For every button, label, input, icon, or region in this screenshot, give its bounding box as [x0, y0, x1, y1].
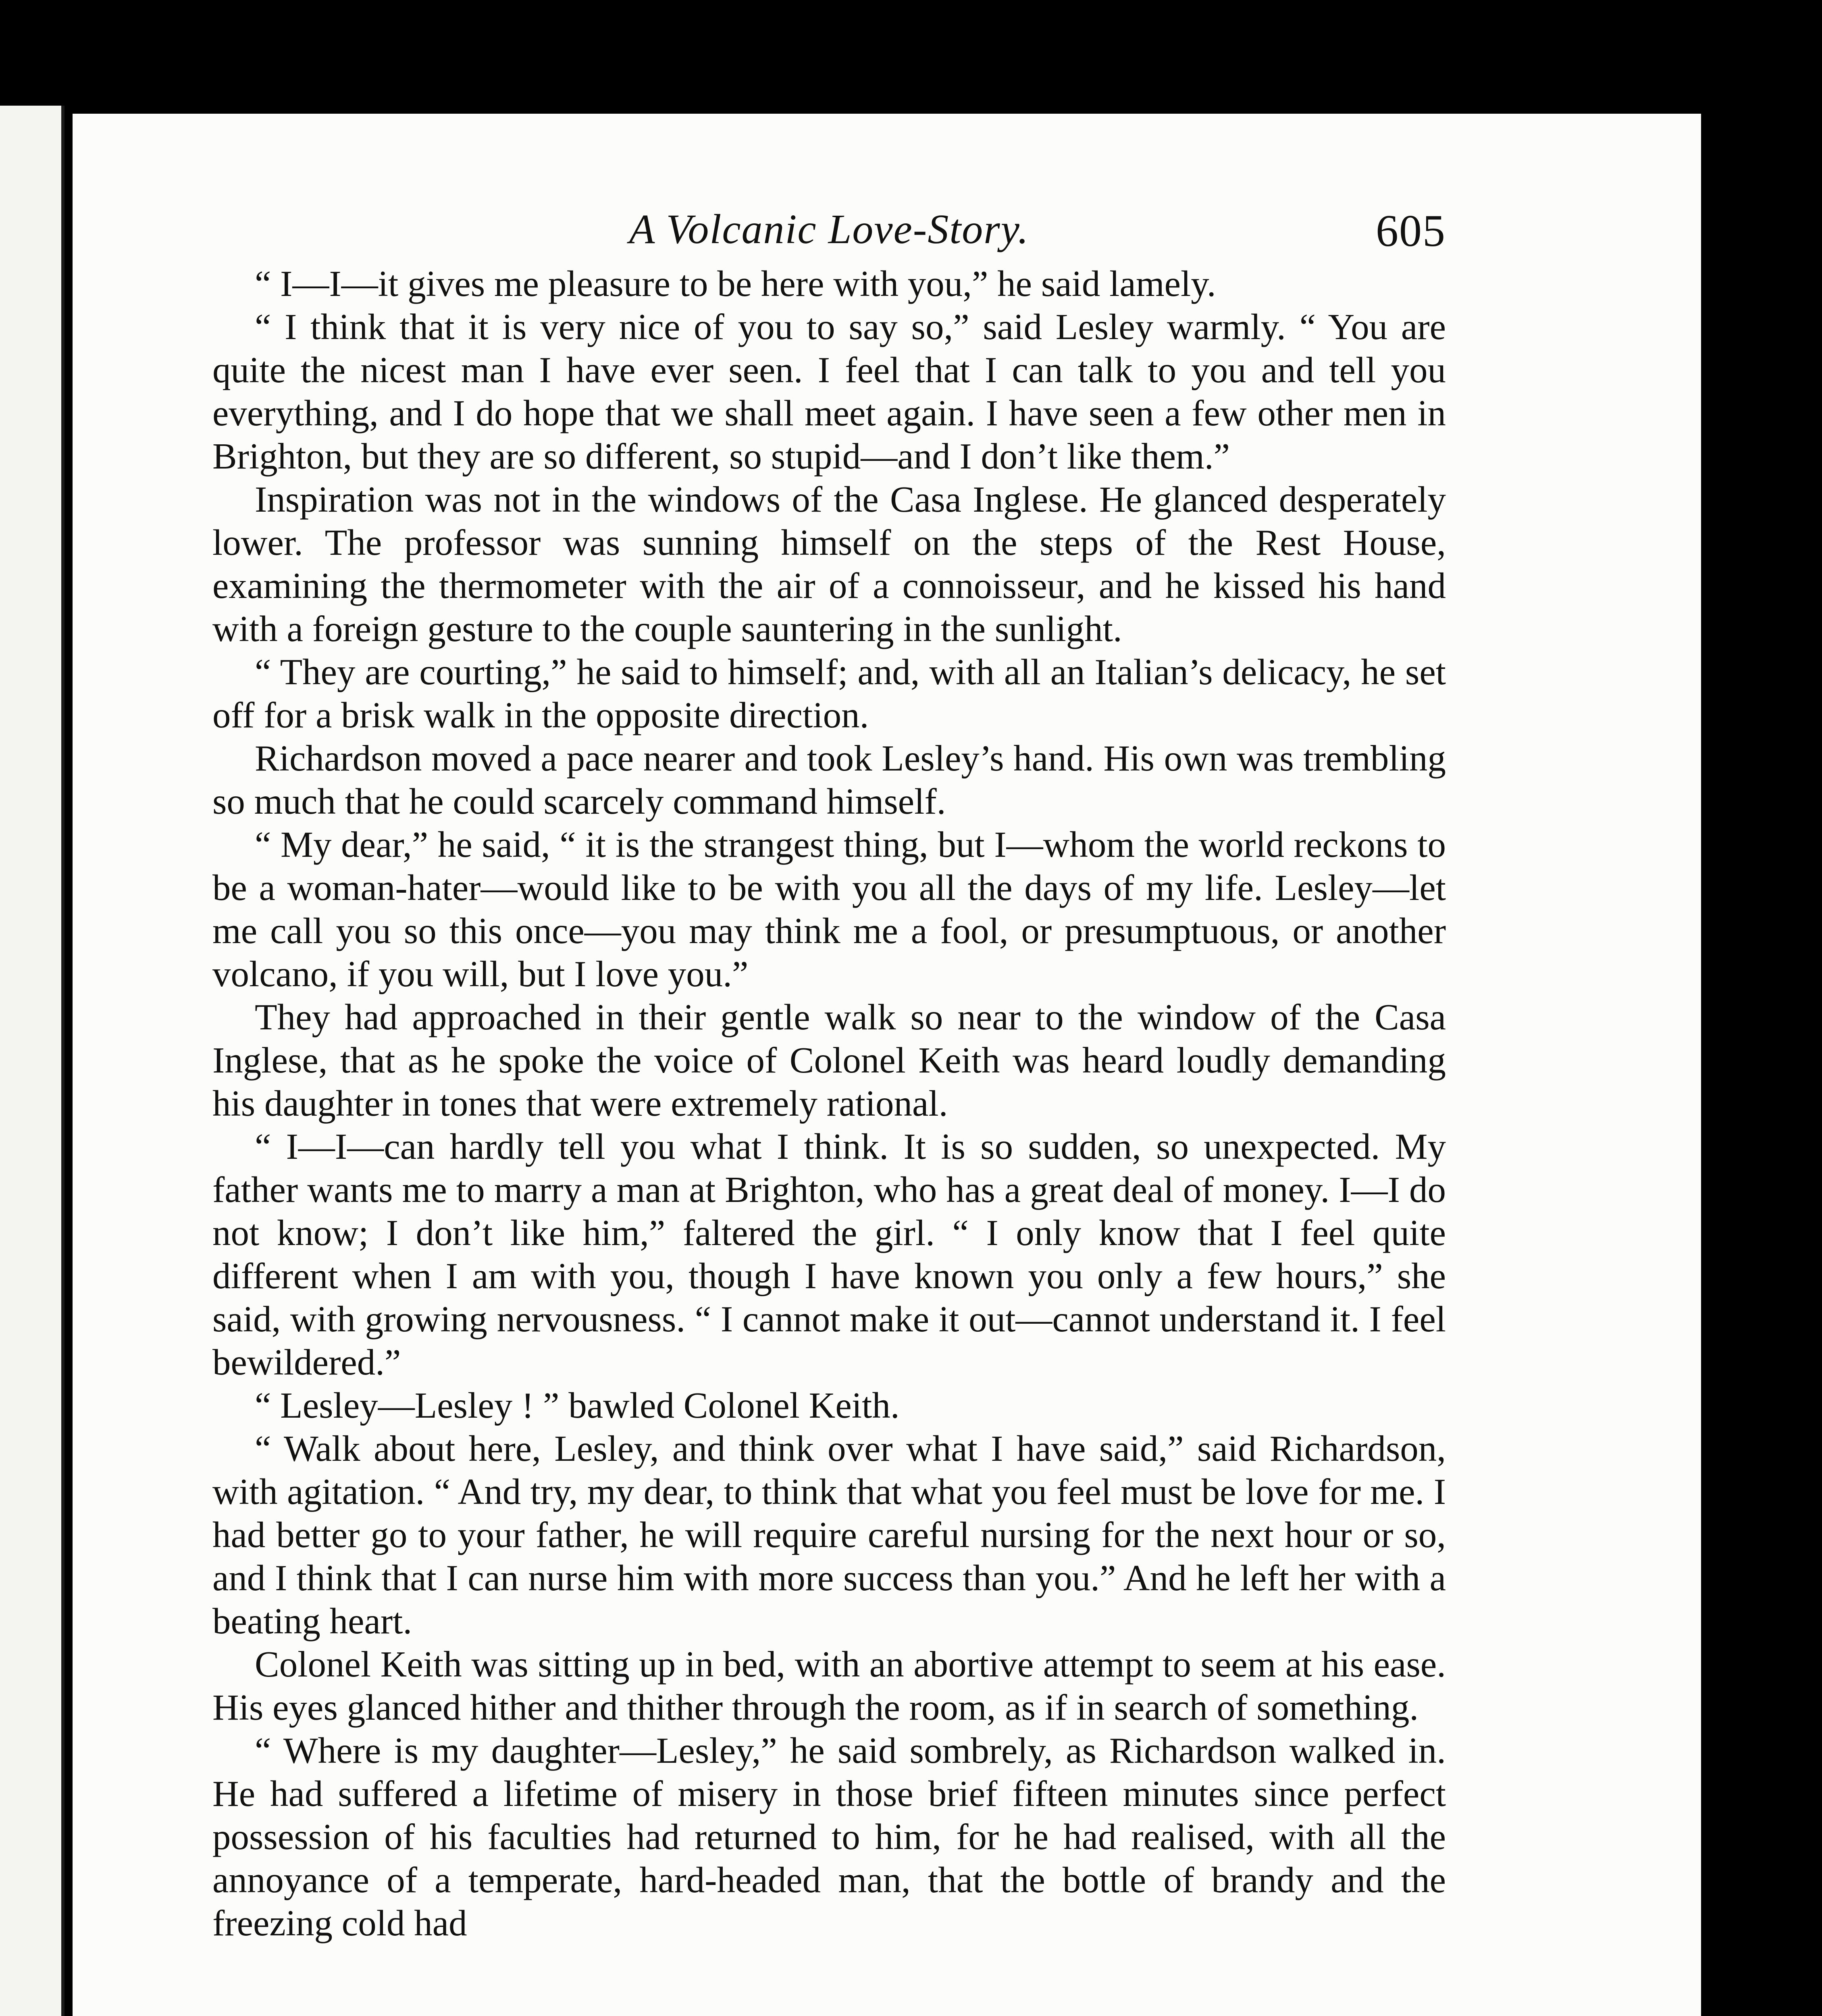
paragraph: Richardson moved a pace nearer and took Lesley’s hand. His own was trembling so much that he could scarcely command himself. — [212, 738, 1446, 822]
page-header — [212, 205, 1446, 266]
page-number: 605 — [1376, 206, 1446, 256]
previous-page-edge — [0, 106, 64, 2016]
paragraph: “ Walk about here, Lesley, and think over what I have said,” said Richardson, with agitation. “ And try, my dear, to think that what you feel must be love for me. I had better go to your father, he will require careful nursing for the next hour or so, and I think that I can nurse him with more success than you.” And he left her with a beating heart. — [212, 1428, 1446, 1641]
running-title: A Volcanic Love-Story. — [629, 206, 1030, 252]
paragraph: Inspiration was not in the windows of the Casa Inglese. He glanced desperately lower. The professor was sunning himself on the steps of the Rest House, examining the thermometer with the air of a connoisseur, and he kissed his hand with a foreign gesture to the couple sauntering in the sunlight. — [212, 479, 1446, 649]
paragraph: Colonel Keith was sitting up in bed, with an abortive attempt to seem at his ease. His eyes glanced hither and thither through the room, as if in search of something. — [212, 1644, 1446, 1728]
paragraph: They had approached in their gentle walk so near to the window of the Casa Inglese, that as he spoke the voice of Colonel Keith was heard loudly demanding his daughter in tones that were extremely rational. — [212, 997, 1446, 1124]
body-text — [212, 262, 1446, 1945]
paragraph: “ My dear,” he said, “ it is the strangest thing, but I—whom the world reckons to be a woman-hater—would like to be with you all the days of my life. Lesley—let me call you so this once—you may think me a fool, or presumptuous, or another volcano, if you will, but I love you.” — [212, 824, 1446, 994]
paragraph: “ I—I—it gives me pleasure to be here with you,” he said lamely. — [255, 263, 1216, 304]
paragraph: “ Lesley—Lesley ! ” bawled Colonel Keith. — [255, 1385, 900, 1426]
paragraph: “ I think that it is very nice of you to say so,” said Lesley warmly. “ You are quite the nicest man I have ever seen. I feel that I can talk to you and tell you everything, and I do hope that we shall meet again. I have seen a few other men in Brighton, but they are so different, so stupid—and I don’t like them.” — [212, 306, 1446, 477]
paragraph: “ They are courting,” he said to himself; and, with all an Italian’s delicacy, he set off for a brisk walk in the opposite direction. — [212, 652, 1446, 735]
paragraph: “ Where is my daughter—Lesley,” he said sombrely, as Richardson walked in. He had suffered a lifetime of misery in those brief fifteen minutes since perfect possession of his faculties had returned to him, for he had realised, with all the annoyance of a temperate, hard-headed man, that the bottle of brandy and the freezing cold had — [212, 1730, 1446, 1943]
paragraph: “ I—I—can hardly tell you what I think. It is so sudden, so unexpected. My father wants me to marry a man at Brighton, who has a great deal of money. I—I do not know; I don’t like him,” faltered the girl. “ I only know that I feel quite different when I am with you, though I have known you only a few hours,” she said, with growing nervousness. “ I cannot make it out—cannot understand it. I feel bewildered.” — [212, 1126, 1446, 1383]
